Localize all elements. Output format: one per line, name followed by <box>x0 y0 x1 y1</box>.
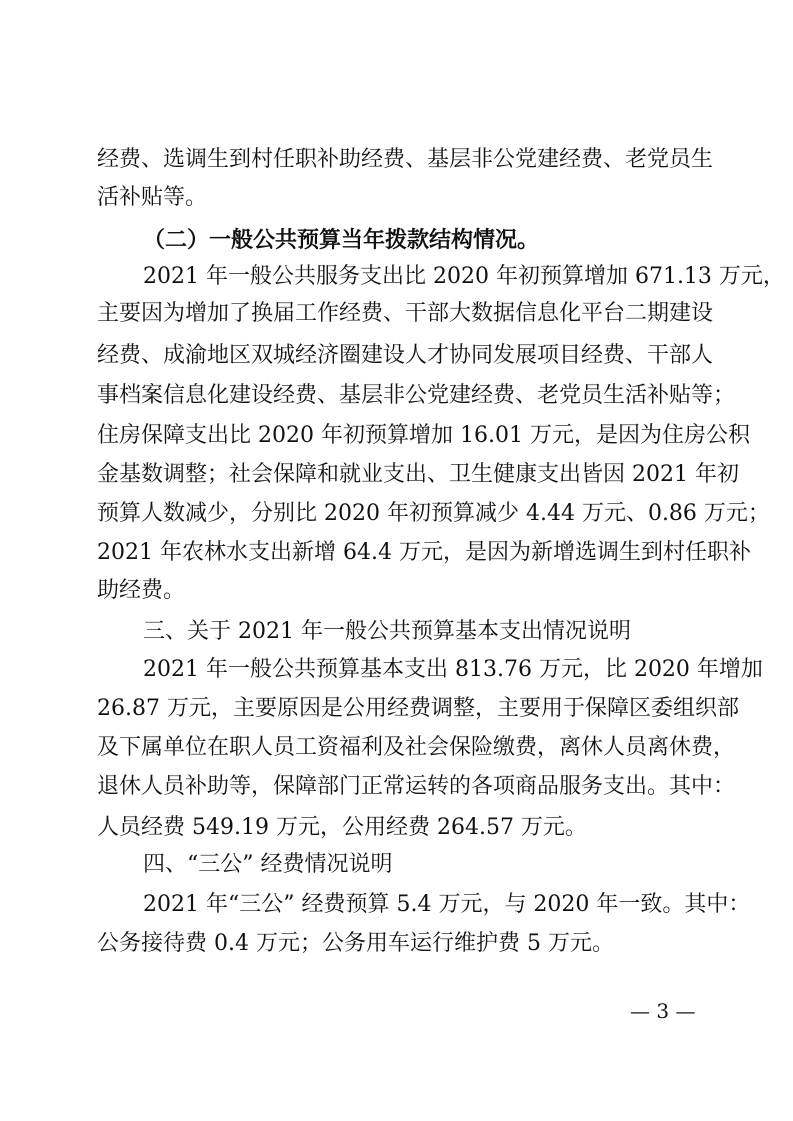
body-line: 事档案信息化建设经费、基层非公党建经费、老党员生活补贴等； <box>97 383 736 408</box>
body-line: 2021 年农林水支出新增 64.4 万元，是因为新增选调生到村任职补 <box>97 540 751 565</box>
body-line: 主要因为增加了换届工作经费、干部大数据信息化平台二期建设 <box>97 301 714 326</box>
body-line: 及下属单位在职人员工资福利及社会保险缴费，离休人员离休费， <box>97 735 736 760</box>
body-line: 预算人数减少，分别比 2020 年初预算减少 4.44 万元、0.86 万元； <box>97 501 770 526</box>
paragraph-first-line: 2021 年一般公共预算基本支出 813.76 万元，比 2020 年增加 <box>143 657 763 682</box>
paragraph-first-line: 2021 年一般公共服务支出比 2020 年初预算增加 671.13 万元， <box>143 264 785 289</box>
body-line: 活补贴等。 <box>97 185 208 210</box>
body-line: 住房保障支出比 2020 年初预算增加 16.01 万元，是因为住房公积 <box>97 423 750 448</box>
body-line: 助经费。 <box>97 578 186 603</box>
section-heading: 三、关于 2021 年一般公共预算基本支出情况说明 <box>143 619 631 644</box>
section-heading: （二）一般公共预算当年拨款结构情况。 <box>143 227 540 253</box>
body-line: 公务接待费 0.4 万元；公务用车运行维护费 5 万元。 <box>97 931 614 956</box>
body-line: 退休人员补助等，保障部门正常运转的各项商品服务支出。其中： <box>97 774 736 799</box>
body-line: 经费、成渝地区双城经济圈建设人才协同发展项目经费、干部人 <box>97 343 714 368</box>
paragraph-first-line: 2021 年“三公” 经费预算 5.4 万元，与 2020 年一致。其中： <box>143 892 751 917</box>
body-line: 金基数调整；社会保障和就业支出、卫生健康支出皆因 2021 年初 <box>97 462 739 487</box>
body-line: 经费、选调生到村任职补助经费、基层非公党建经费、老党员生 <box>97 147 714 172</box>
body-line: 26.87 万元，主要原因是公用经费调整，主要用于保障区委组织部 <box>97 696 739 721</box>
body-line: 人员经费 549.19 万元，公用经费 264.57 万元。 <box>97 815 587 840</box>
section-heading: 四、“三公” 经费情况说明 <box>143 852 393 877</box>
page-number: — 3 — <box>630 999 696 1023</box>
